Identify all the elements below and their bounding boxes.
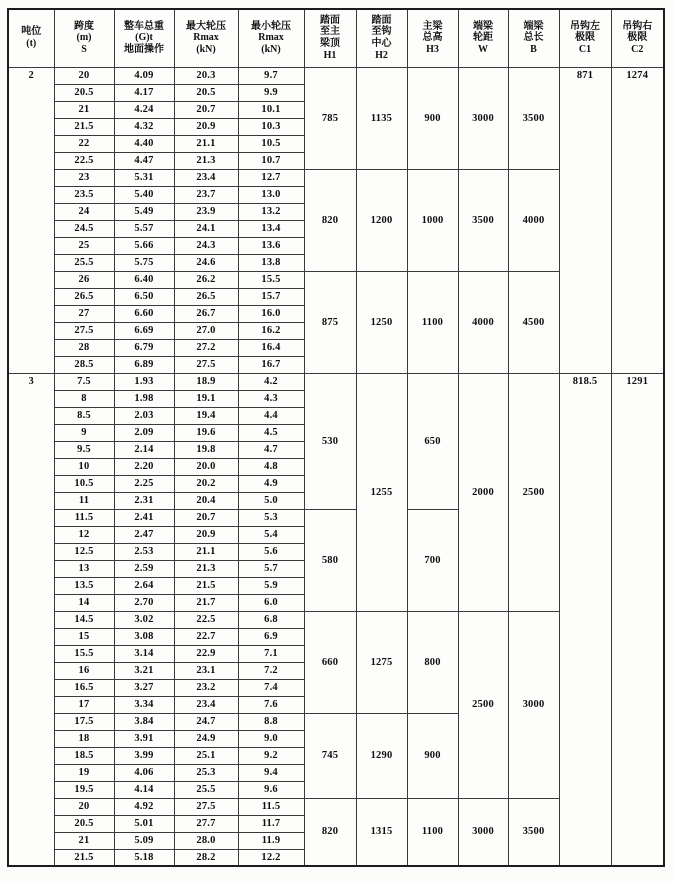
rmax-cell: 25.1 [174,747,238,764]
rmin-cell: 5.0 [238,492,304,509]
crane-spec-table [7,8,665,867]
span-cell: 15 [54,628,114,645]
weight-cell: 3.21 [114,662,174,679]
rmin-cell: 7.4 [238,679,304,696]
col-header-c2 [611,9,664,67]
h1-cell: 660 [304,611,356,713]
h3-cell: 900 [407,67,458,169]
rmax-cell: 20.9 [174,526,238,543]
header-line: 至主 [320,26,340,38]
weight-cell: 4.06 [114,764,174,781]
b-cell: 3500 [508,798,559,866]
span-cell: 28 [54,339,114,356]
weight-cell: 2.14 [114,441,174,458]
h1-cell: 580 [304,509,356,611]
weight-cell: 3.99 [114,747,174,764]
rmax-cell: 25.3 [174,764,238,781]
w-cell: 4000 [458,271,508,373]
rmin-cell: 9.4 [238,764,304,781]
rmax-cell: 19.6 [174,424,238,441]
rmax-cell: 19.4 [174,407,238,424]
rmin-cell: 16.7 [238,356,304,373]
rmax-cell: 20.9 [174,118,238,135]
span-cell: 21.5 [54,849,114,866]
rmin-cell: 4.5 [238,424,304,441]
weight-cell: 3.02 [114,611,174,628]
span-cell: 26 [54,271,114,288]
c1-cell: 871 [559,67,611,373]
header-line: 吊钩右 [622,20,653,32]
rmin-cell: 4.4 [238,407,304,424]
span-cell: 10 [54,458,114,475]
header-line: (t) [26,38,37,50]
rmax-cell: 24.1 [174,220,238,237]
header-line: 总高 [422,32,443,44]
rmax-cell: 26.7 [174,305,238,322]
weight-cell: 6.89 [114,356,174,373]
header-line: 极限 [575,32,595,44]
tonnage-cell: 3 [8,373,54,866]
weight-cell: 4.32 [114,118,174,135]
rmax-cell: 23.4 [174,696,238,713]
h1-cell: 820 [304,169,356,271]
h3-cell: 1100 [407,271,458,373]
c2-cell: 1291 [611,373,664,866]
rmax-cell: 26.2 [174,271,238,288]
weight-cell: 4.09 [114,67,174,84]
rmin-cell: 16.4 [238,339,304,356]
rmin-cell: 11.5 [238,798,304,815]
span-cell: 28.5 [54,356,114,373]
span-cell: 18 [54,730,114,747]
header-line: 主梁 [422,20,443,32]
rmin-cell: 11.9 [238,832,304,849]
b-cell: 3000 [508,611,559,798]
weight-cell: 2.25 [114,475,174,492]
rmax-cell: 20.7 [174,101,238,118]
weight-cell: 5.01 [114,815,174,832]
h2-cell: 1255 [356,373,407,611]
h2-cell: 1250 [356,271,407,373]
rmin-cell: 10.7 [238,152,304,169]
rmin-cell: 5.7 [238,560,304,577]
rmin-cell: 5.3 [238,509,304,526]
rmin-cell: 5.6 [238,543,304,560]
header-line: (kN) [261,44,281,56]
table-row [8,373,664,390]
b-cell: 3500 [508,67,559,169]
h3-cell: 650 [407,373,458,509]
rmax-cell: 24.7 [174,713,238,730]
span-cell: 14.5 [54,611,114,628]
span-cell: 16.5 [54,679,114,696]
rmin-cell: 9.0 [238,730,304,747]
rmax-cell: 23.1 [174,662,238,679]
weight-cell: 5.66 [114,237,174,254]
table-header [8,9,664,67]
span-cell: 9 [54,424,114,441]
weight-cell: 2.47 [114,526,174,543]
w-cell: 2000 [458,373,508,611]
span-cell: 23.5 [54,186,114,203]
rmax-cell: 27.5 [174,356,238,373]
span-cell: 25.5 [54,254,114,271]
rmax-cell: 27.2 [174,339,238,356]
weight-cell: 6.69 [114,322,174,339]
rmin-cell: 6.8 [238,611,304,628]
h1-cell: 820 [304,798,356,866]
weight-cell: 2.59 [114,560,174,577]
rmin-cell: 10.5 [238,135,304,152]
col-header-b [508,9,559,67]
weight-cell: 3.84 [114,713,174,730]
rmin-cell: 9.6 [238,781,304,798]
rmin-cell: 16.0 [238,305,304,322]
header-line: W [478,44,488,56]
span-cell: 12.5 [54,543,114,560]
rmin-cell: 10.3 [238,118,304,135]
weight-cell: 2.53 [114,543,174,560]
weight-cell: 3.27 [114,679,174,696]
tonnage-cell: 2 [8,67,54,373]
rmax-cell: 24.6 [174,254,238,271]
rmin-cell: 5.9 [238,577,304,594]
weight-cell: 5.31 [114,169,174,186]
span-cell: 24.5 [54,220,114,237]
header-line: C1 [578,44,592,56]
header-line: 地面操作 [124,44,164,56]
h2-cell: 1275 [356,611,407,713]
header-line: 踏面 [371,14,392,26]
header-line: C2 [631,44,644,56]
rmin-cell: 12.7 [238,169,304,186]
col-header-rmin [238,9,304,67]
weight-cell: 6.60 [114,305,174,322]
rmax-cell: 23.2 [174,679,238,696]
span-cell: 27.5 [54,322,114,339]
col-header-rmax [174,9,238,67]
header-line: S [81,44,87,56]
rmin-cell: 16.2 [238,322,304,339]
weight-cell: 6.50 [114,288,174,305]
rmax-cell: 24.9 [174,730,238,747]
weight-cell: 4.14 [114,781,174,798]
rmin-cell: 15.5 [238,271,304,288]
header-line: Rmax [193,32,219,44]
rmax-cell: 22.7 [174,628,238,645]
weight-cell: 2.70 [114,594,174,611]
span-cell: 9.5 [54,441,114,458]
rmin-cell: 10.1 [238,101,304,118]
header-line: 吊钩左 [570,20,600,32]
rmin-cell: 7.2 [238,662,304,679]
header-line: 极限 [627,32,648,44]
h2-cell: 1315 [356,798,407,866]
weight-cell: 2.20 [114,458,174,475]
weight-cell: 5.57 [114,220,174,237]
weight-cell: 3.91 [114,730,174,747]
rmax-cell: 28.2 [174,849,238,866]
rmin-cell: 13.4 [238,220,304,237]
weight-cell: 6.79 [114,339,174,356]
span-cell: 23 [54,169,114,186]
rmax-cell: 21.1 [174,543,238,560]
weight-cell: 6.40 [114,271,174,288]
rmin-cell: 13.2 [238,203,304,220]
rmin-cell: 4.7 [238,441,304,458]
rmin-cell: 7.1 [238,645,304,662]
rmin-cell: 9.7 [238,67,304,84]
rmin-cell: 4.9 [238,475,304,492]
rmax-cell: 23.7 [174,186,238,203]
span-cell: 16 [54,662,114,679]
table-row [8,67,664,84]
header-line: 总长 [523,32,544,44]
col-header-tonnage [8,9,54,67]
rmin-cell: 9.2 [238,747,304,764]
weight-cell: 3.08 [114,628,174,645]
span-cell: 19 [54,764,114,781]
weight-cell: 4.40 [114,135,174,152]
col-header-weight [114,9,174,67]
weight-cell: 1.98 [114,390,174,407]
span-cell: 14 [54,594,114,611]
header-line: 端梁 [473,20,493,32]
h3-cell: 700 [407,509,458,611]
rmin-cell: 5.4 [238,526,304,543]
header-line: 中心 [371,38,392,50]
span-cell: 24 [54,203,114,220]
header-line: B [530,44,537,56]
header-line: (G)t [135,32,153,44]
weight-cell: 5.40 [114,186,174,203]
rmax-cell: 23.9 [174,203,238,220]
rmin-cell: 4.8 [238,458,304,475]
weight-cell: 2.31 [114,492,174,509]
rmax-cell: 19.1 [174,390,238,407]
rmax-cell: 23.4 [174,169,238,186]
rmin-cell: 15.7 [238,288,304,305]
span-cell: 7.5 [54,373,114,390]
span-cell: 25 [54,237,114,254]
h1-cell: 530 [304,373,356,509]
span-cell: 27 [54,305,114,322]
span-cell: 10.5 [54,475,114,492]
span-cell: 20 [54,67,114,84]
span-cell: 13.5 [54,577,114,594]
rmax-cell: 20.7 [174,509,238,526]
header-line: 最大轮压 [186,20,226,32]
span-cell: 20.5 [54,84,114,101]
span-cell: 21 [54,101,114,118]
h1-cell: 785 [304,67,356,169]
weight-cell: 4.92 [114,798,174,815]
header-line: (m) [76,32,92,44]
weight-cell: 4.24 [114,101,174,118]
rmax-cell: 21.7 [174,594,238,611]
h2-cell: 1290 [356,713,407,798]
header-line: 端梁 [523,20,544,32]
rmax-cell: 21.3 [174,560,238,577]
header-row [8,9,664,67]
span-cell: 21 [54,832,114,849]
w-cell: 2500 [458,611,508,798]
weight-cell: 2.64 [114,577,174,594]
weight-cell: 5.18 [114,849,174,866]
weight-cell: 2.41 [114,509,174,526]
rmax-cell: 18.9 [174,373,238,390]
b-cell: 4500 [508,271,559,373]
header-line: 轮距 [473,32,493,44]
rmin-cell: 12.2 [238,849,304,866]
header-line: 跨度 [74,20,94,32]
span-cell: 8.5 [54,407,114,424]
header-line: 梁顶 [320,38,340,50]
header-line: H3 [426,44,439,56]
w-cell: 3000 [458,67,508,169]
rmax-cell: 20.0 [174,458,238,475]
header-line: (kN) [196,44,216,56]
header-line: 至钩 [371,26,392,38]
rmin-cell: 8.8 [238,713,304,730]
header-line: 踏面 [320,14,340,26]
h1-cell: 875 [304,271,356,373]
h2-cell: 1200 [356,169,407,271]
rmin-cell: 11.7 [238,815,304,832]
rmin-cell: 6.0 [238,594,304,611]
weight-cell: 4.17 [114,84,174,101]
table-body [8,67,664,866]
span-cell: 22 [54,135,114,152]
rmax-cell: 21.3 [174,152,238,169]
span-cell: 11.5 [54,509,114,526]
span-cell: 22.5 [54,152,114,169]
rmax-cell: 19.8 [174,441,238,458]
rmax-cell: 27.7 [174,815,238,832]
c2-cell: 1274 [611,67,664,373]
rmax-cell: 24.3 [174,237,238,254]
header-line: 整车总重 [124,20,164,32]
rmax-cell: 20.4 [174,492,238,509]
rmin-cell: 9.9 [238,84,304,101]
span-cell: 26.5 [54,288,114,305]
weight-cell: 3.34 [114,696,174,713]
weight-cell: 4.47 [114,152,174,169]
h2-cell: 1135 [356,67,407,169]
span-cell: 17 [54,696,114,713]
span-cell: 21.5 [54,118,114,135]
weight-cell: 2.09 [114,424,174,441]
header-line: H1 [323,50,337,62]
weight-cell: 5.09 [114,832,174,849]
rmin-cell: 6.9 [238,628,304,645]
header-line: 吨位 [21,26,42,38]
rmax-cell: 28.0 [174,832,238,849]
span-cell: 18.5 [54,747,114,764]
rmin-cell: 4.2 [238,373,304,390]
span-cell: 11 [54,492,114,509]
span-cell: 12 [54,526,114,543]
span-cell: 15.5 [54,645,114,662]
rmax-cell: 20.3 [174,67,238,84]
h3-cell: 1100 [407,798,458,866]
weight-cell: 5.49 [114,203,174,220]
rmin-cell: 7.6 [238,696,304,713]
col-header-h3 [407,9,458,67]
h3-cell: 900 [407,713,458,798]
col-header-w [458,9,508,67]
w-cell: 3000 [458,798,508,866]
rmin-cell: 13.8 [238,254,304,271]
rmax-cell: 21.1 [174,135,238,152]
rmin-cell: 4.3 [238,390,304,407]
h3-cell: 1000 [407,169,458,271]
header-line: Rmax [258,32,284,44]
span-cell: 20 [54,798,114,815]
header-line: H2 [375,50,388,62]
b-cell: 2500 [508,373,559,611]
rmax-cell: 20.2 [174,475,238,492]
rmin-cell: 13.0 [238,186,304,203]
rmax-cell: 26.5 [174,288,238,305]
col-header-c1 [559,9,611,67]
rmax-cell: 27.5 [174,798,238,815]
b-cell: 4000 [508,169,559,271]
weight-cell: 5.75 [114,254,174,271]
weight-cell: 1.93 [114,373,174,390]
span-cell: 8 [54,390,114,407]
c1-cell: 818.5 [559,373,611,866]
rmax-cell: 25.5 [174,781,238,798]
rmax-cell: 22.9 [174,645,238,662]
header-line: 最小轮压 [251,20,291,32]
h3-cell: 800 [407,611,458,713]
weight-cell: 3.14 [114,645,174,662]
span-cell: 13 [54,560,114,577]
rmax-cell: 22.5 [174,611,238,628]
weight-cell: 2.03 [114,407,174,424]
col-header-h1 [304,9,356,67]
rmax-cell: 21.5 [174,577,238,594]
rmax-cell: 27.0 [174,322,238,339]
rmax-cell: 20.5 [174,84,238,101]
h1-cell: 745 [304,713,356,798]
col-header-span [54,9,114,67]
col-header-h2 [356,9,407,67]
w-cell: 3500 [458,169,508,271]
span-cell: 20.5 [54,815,114,832]
rmin-cell: 13.6 [238,237,304,254]
span-cell: 19.5 [54,781,114,798]
span-cell: 17.5 [54,713,114,730]
